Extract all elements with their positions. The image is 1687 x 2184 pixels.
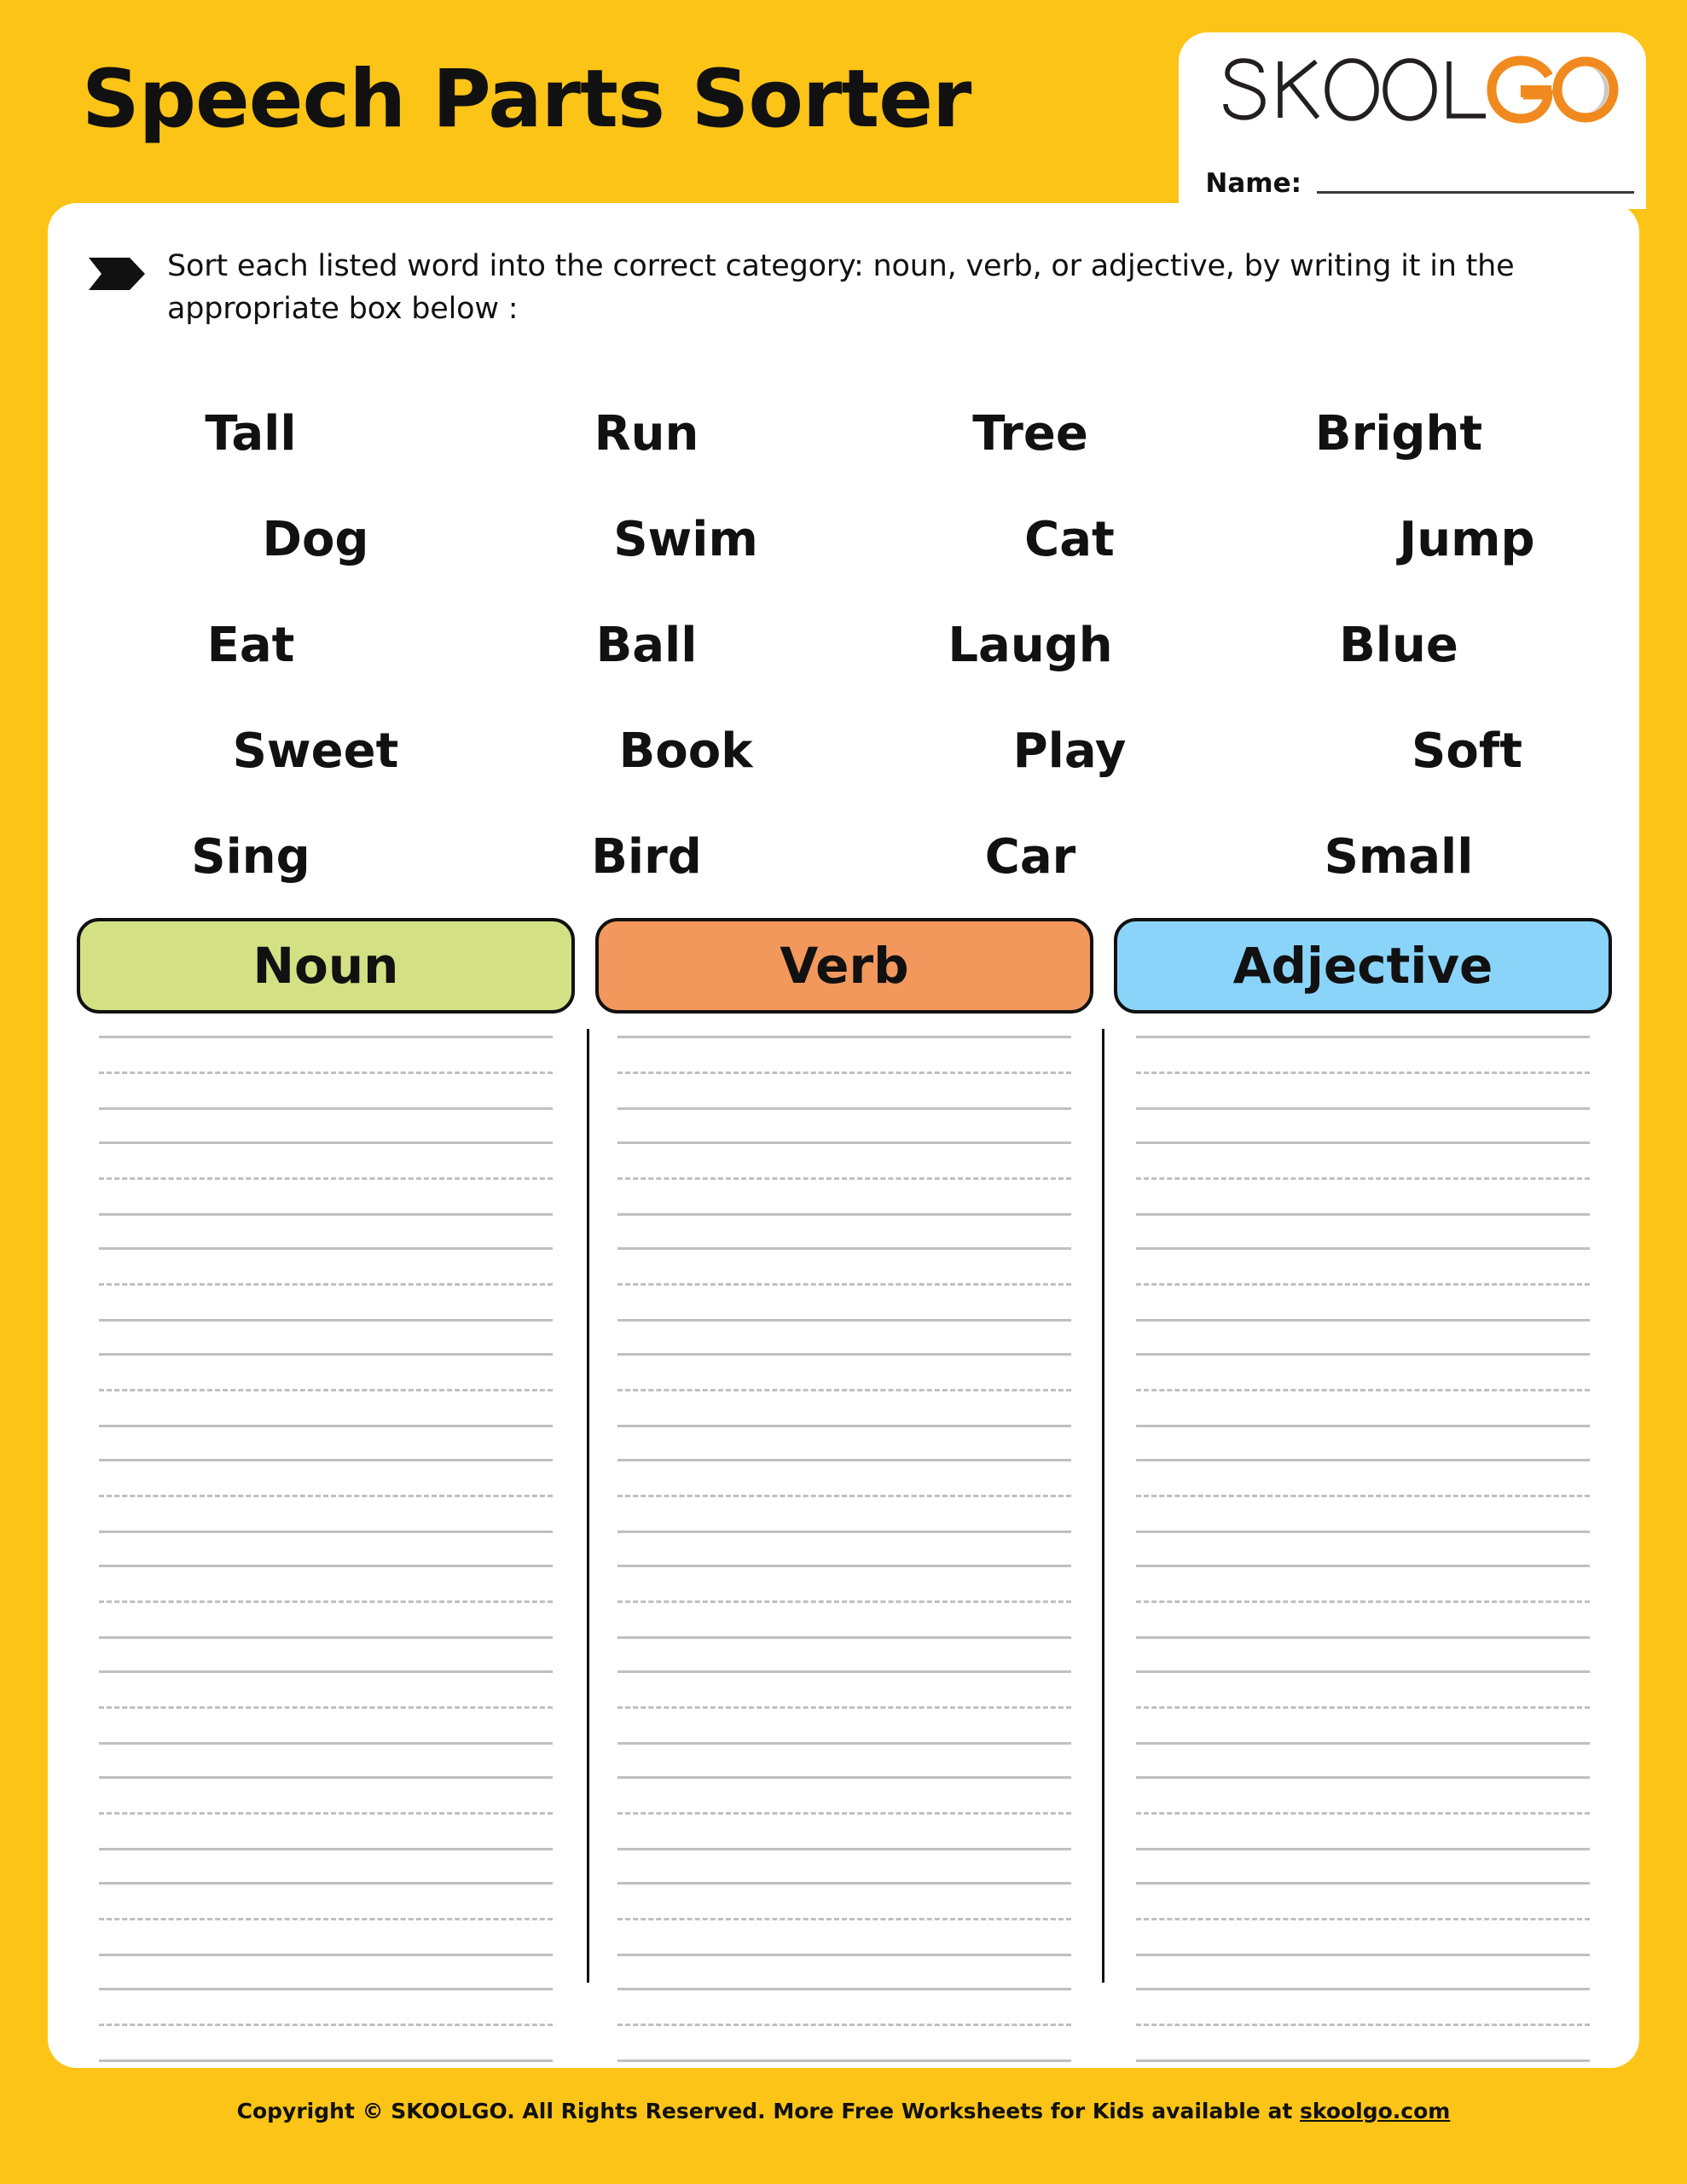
skoolgo-logo-icon (1220, 53, 1621, 126)
rule-line-solid (617, 1848, 1071, 1850)
rule-line-solid (1136, 1988, 1590, 1990)
rule-line-dashed (99, 1600, 553, 1603)
rule-line-solid (1136, 1565, 1590, 1567)
rule-line-dashed (1136, 1706, 1590, 1709)
rule-line-dashed (617, 1918, 1071, 1920)
rule-line-solid (617, 1742, 1071, 1745)
rule-line-dashed (617, 1495, 1071, 1497)
rule-line-solid (99, 1459, 553, 1461)
rule-line-solid (1136, 2059, 1590, 2062)
word-item: Dog (262, 511, 369, 567)
category-header-verb[interactable] (595, 918, 1093, 1014)
rule-line-solid (617, 1425, 1071, 1427)
rule-line-solid (1136, 1213, 1590, 1216)
rule-line-solid (617, 1213, 1071, 1216)
word-item: Run (594, 405, 699, 462)
rule-line-solid (99, 1107, 553, 1110)
rule-group (99, 1036, 553, 1141)
word-item: Bird (591, 828, 702, 885)
column-divider (587, 1029, 589, 1983)
rule-line-solid (99, 1531, 553, 1533)
rule-line-solid (99, 1636, 553, 1639)
rule-group (99, 1353, 553, 1459)
word-item: Tall (205, 405, 297, 462)
rule-line-dashed (99, 1283, 553, 1286)
word-row (99, 804, 1600, 909)
word-item: Eat (206, 617, 295, 673)
rule-line-solid (99, 1742, 553, 1745)
word-item: Swim (613, 511, 758, 567)
word-item: Sing (191, 828, 310, 885)
skoolgo-website-link[interactable]: skoolgo.com (1299, 2099, 1451, 2123)
word-item: Soft (1412, 723, 1522, 779)
rule-line-solid (99, 1425, 553, 1427)
rule-line-solid (1136, 1247, 1590, 1250)
rule-line-solid (1136, 1954, 1590, 1956)
rule-line-solid (99, 1848, 553, 1850)
rule-group (617, 1882, 1071, 1988)
rule-line-solid (99, 1353, 553, 1356)
rule-line-dashed (617, 1072, 1071, 1074)
rule-group (1136, 1247, 1590, 1353)
rule-group (617, 1036, 1071, 1141)
answer-lines-adjective[interactable] (1114, 1036, 1612, 2094)
rule-line-solid (617, 1988, 1071, 1990)
rule-line-solid (617, 1319, 1071, 1321)
rule-line-solid (1136, 1776, 1590, 1779)
rule-line-dashed (99, 1389, 553, 1391)
rule-line-solid (617, 1636, 1071, 1639)
rule-line-solid (1136, 1636, 1590, 1639)
category-header-noun[interactable] (77, 918, 575, 1014)
rule-group (99, 1459, 553, 1565)
word-item: Small (1324, 828, 1474, 885)
rule-group (1136, 1036, 1590, 1141)
word-row (99, 380, 1600, 486)
rule-line-solid (99, 1247, 553, 1250)
rule-line-dashed (617, 1389, 1071, 1391)
rule-line-dashed (99, 1812, 553, 1815)
word-item: Blue (1339, 617, 1458, 673)
rule-line-dashed (1136, 1389, 1590, 1391)
rule-line-solid (99, 1036, 553, 1038)
rule-line-dashed (617, 2024, 1071, 2026)
rule-group (617, 1459, 1071, 1565)
rule-line-dashed (99, 1177, 553, 1180)
rule-line-dashed (99, 1706, 553, 1709)
rule-line-solid (1136, 1742, 1590, 1745)
word-item: Cat (1024, 511, 1115, 567)
rule-line-solid (1136, 1459, 1590, 1461)
word-row (99, 698, 1600, 804)
rule-line-dashed (617, 1706, 1071, 1709)
rule-line-dashed (1136, 1812, 1590, 1815)
rule-line-solid (617, 1565, 1071, 1567)
rule-line-dashed (1136, 2024, 1590, 2026)
word-item: Bright (1314, 405, 1483, 462)
rule-group (99, 1670, 553, 1776)
rule-line-solid (99, 1882, 553, 1885)
rule-group (99, 1565, 553, 1670)
rule-group (99, 1247, 553, 1353)
rule-group (99, 1776, 553, 1882)
word-bank (99, 380, 1600, 909)
rule-line-solid (99, 1141, 553, 1144)
word-item: Book (618, 723, 753, 779)
rule-group (99, 1882, 553, 1988)
rule-line-dashed (1136, 1918, 1590, 1920)
rule-group (617, 1776, 1071, 1882)
category-header-adjective[interactable] (1114, 918, 1612, 1014)
rule-line-solid (1136, 1353, 1590, 1356)
rule-line-solid (1136, 1425, 1590, 1427)
rule-line-dashed (617, 1177, 1071, 1180)
rule-line-solid (617, 1353, 1071, 1356)
rule-line-solid (1136, 1036, 1590, 1038)
rule-line-solid (617, 1247, 1071, 1250)
rule-group (1136, 1353, 1590, 1459)
instruction-text: Sort each listed word into the correct category: noun, verb, or adjective, by writing it in the appropriate box below : (167, 249, 1515, 326)
rule-line-dashed (99, 1495, 553, 1497)
rule-line-solid (617, 1141, 1071, 1144)
rule-line-solid (617, 1459, 1071, 1461)
word-item: Laugh (948, 617, 1113, 673)
rule-line-solid (99, 1213, 553, 1216)
rule-line-dashed (99, 2024, 553, 2026)
rule-line-dashed (1136, 1495, 1590, 1497)
rule-line-solid (617, 1107, 1071, 1110)
rule-line-solid (617, 1776, 1071, 1779)
rule-group (617, 1353, 1071, 1459)
rule-line-solid (99, 1988, 553, 1990)
category-column-verb (595, 918, 1093, 2094)
rule-group (1136, 1141, 1590, 1247)
category-label: Noun (252, 937, 399, 995)
name-field[interactable] (1205, 168, 1634, 199)
rule-line-dashed (1136, 1283, 1590, 1286)
name-field-input-line[interactable] (1317, 191, 1634, 194)
rule-line-solid (617, 1954, 1071, 1956)
name-field-label: Name: (1205, 168, 1301, 199)
rule-line-dashed (1136, 1177, 1590, 1180)
rule-line-solid (617, 1036, 1071, 1038)
word-item: Sweet (232, 723, 399, 779)
rule-line-solid (1136, 1848, 1590, 1850)
rule-group (617, 1670, 1071, 1776)
rule-line-dashed (1136, 1600, 1590, 1603)
word-row (99, 592, 1600, 698)
rule-line-solid (99, 1565, 553, 1567)
category-label: Verb (780, 937, 909, 995)
rule-group (1136, 1670, 1590, 1776)
rule-line-dashed (617, 1600, 1071, 1603)
flag-arrow-icon (87, 256, 147, 296)
category-columns (77, 918, 1612, 2027)
word-row (99, 486, 1600, 592)
rule-group (1136, 1882, 1590, 1988)
word-item: Tree (972, 405, 1088, 462)
word-item: Ball (595, 617, 698, 673)
rule-group (617, 1565, 1071, 1670)
answer-lines-verb[interactable] (595, 1036, 1093, 2094)
rule-line-solid (617, 1531, 1071, 1533)
word-item: Play (1012, 723, 1127, 779)
rule-group (99, 1141, 553, 1247)
rule-line-dashed (1136, 1072, 1590, 1074)
category-column-noun (77, 918, 575, 2094)
word-item: Car (984, 828, 1076, 885)
rule-line-solid (1136, 1531, 1590, 1533)
page-header (0, 0, 1687, 209)
column-divider (1102, 1029, 1104, 1983)
rule-line-solid (1136, 1319, 1590, 1321)
copyright-label: Copyright © SKOOLGO. All Rights Reserved. More Free Worksheets for Kids available at (236, 2099, 1300, 2123)
rule-line-solid (1136, 1882, 1590, 1885)
category-column-adjective (1114, 918, 1612, 2094)
rule-line-solid (617, 2059, 1071, 2062)
rule-line-solid (99, 1319, 553, 1321)
answer-lines-noun[interactable] (77, 1036, 575, 2094)
page-footer (0, 2068, 1687, 2184)
rule-line-dashed (617, 1812, 1071, 1815)
rule-line-solid (99, 1670, 553, 1673)
rule-line-solid (99, 1954, 553, 1956)
worksheet-sheet (48, 203, 1639, 2068)
word-item: Jump (1399, 511, 1535, 567)
copyright-text (237, 2099, 1451, 2123)
rule-group (617, 1247, 1071, 1353)
rule-line-dashed (99, 1918, 553, 1920)
rule-line-solid (617, 1882, 1071, 1885)
rule-group (1136, 1459, 1590, 1565)
rule-line-solid (1136, 1670, 1590, 1673)
page-title: Speech Parts Sorter (82, 53, 971, 146)
rule-line-solid (99, 2059, 553, 2062)
rule-line-dashed (99, 1072, 553, 1074)
rule-line-solid (1136, 1107, 1590, 1110)
rule-line-solid (99, 1776, 553, 1779)
rule-group (1136, 1565, 1590, 1670)
category-label: Adjective (1232, 937, 1493, 995)
rule-group (617, 1141, 1071, 1247)
rule-line-solid (1136, 1141, 1590, 1144)
rule-line-dashed (617, 1283, 1071, 1286)
rule-line-solid (617, 1670, 1071, 1673)
skoolgo-logo (1208, 51, 1634, 128)
rule-group (1136, 1776, 1590, 1882)
instruction-block (87, 246, 1614, 330)
